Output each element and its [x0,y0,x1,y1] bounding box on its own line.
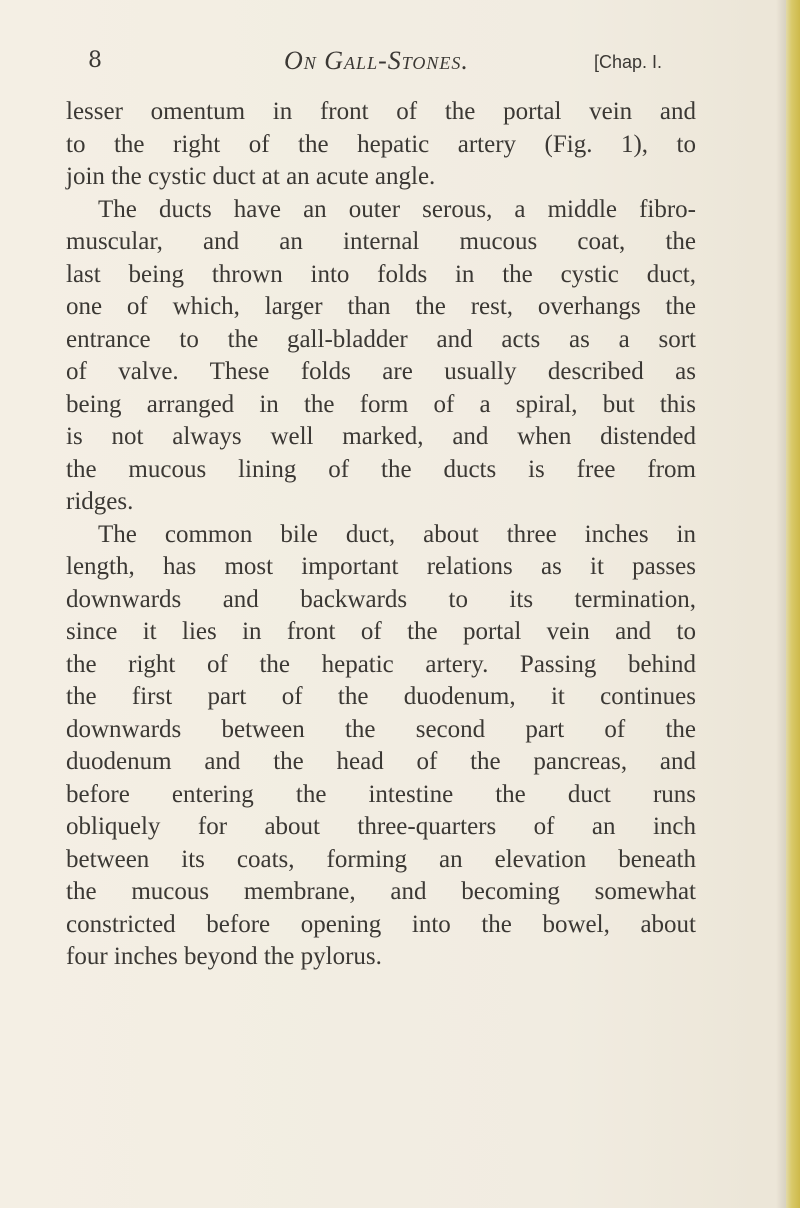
text-line: of valve. These folds are usually described as [66,358,696,385]
text-line: The ducts have an outer serous, a middle fibro- [98,195,696,223]
text-line: ridges. [66,488,134,515]
text-line: between its coats, forming an elevation beneath [66,845,696,873]
text-line: the mucous membrane, and becoming somewhat [66,878,696,905]
text-line: lesser omentum in front of the portal vein and [66,98,696,125]
text-line: entrance to the gall-bladder and acts as a sort [66,325,696,353]
page-number: 8 [88,48,102,73]
text-line: duodenum and the head of the pancreas, and [66,748,696,775]
running-head [88,46,698,86]
text-line: obliquely for about three-quarters of an inch [66,813,696,840]
text-line: being arranged in the form of a spiral, but this [66,390,696,418]
text-line: last being thrown into folds in the cystic duct, [66,260,696,288]
text-line: is not always well marked, and when distended [66,423,696,450]
page-gutter-shadow [776,0,786,1208]
text-line: muscular, and an internal mucous coat, the [66,228,696,255]
text-line: since it lies in front of the portal vein and to [66,618,696,645]
text-line: the first part of the duodenum, it continues [66,683,696,710]
text-line: downwards and backwards to its termination, [66,585,696,613]
text-line: downwards between the second part of the [66,715,696,743]
text-line: four inches beyond the pylorus. [66,943,382,970]
body-text [66,96,696,974]
text-line: the right of the hepatic artery. Passing behind [66,650,696,678]
text-line: before entering the intestine the duct runs [66,780,696,808]
text-line: join the cystic duct at an acute angle. [66,163,436,190]
text-line: length, has most important relations as it passes [66,553,696,580]
chapter-reference: [Chap. I. [594,52,663,72]
running-title: On Gall-Stones. [284,46,469,75]
text-line: the mucous lining of the ducts is free from [66,455,696,483]
text-line: The common bile duct, about three inches in [98,520,696,548]
text-line: constricted before opening into the bowel, about [66,910,696,938]
text-line: one of which, larger than the rest, overhangs the [66,293,696,320]
page-edge [786,0,800,1208]
text-line: to the right of the hepatic artery (Fig. 1), to [66,130,696,158]
